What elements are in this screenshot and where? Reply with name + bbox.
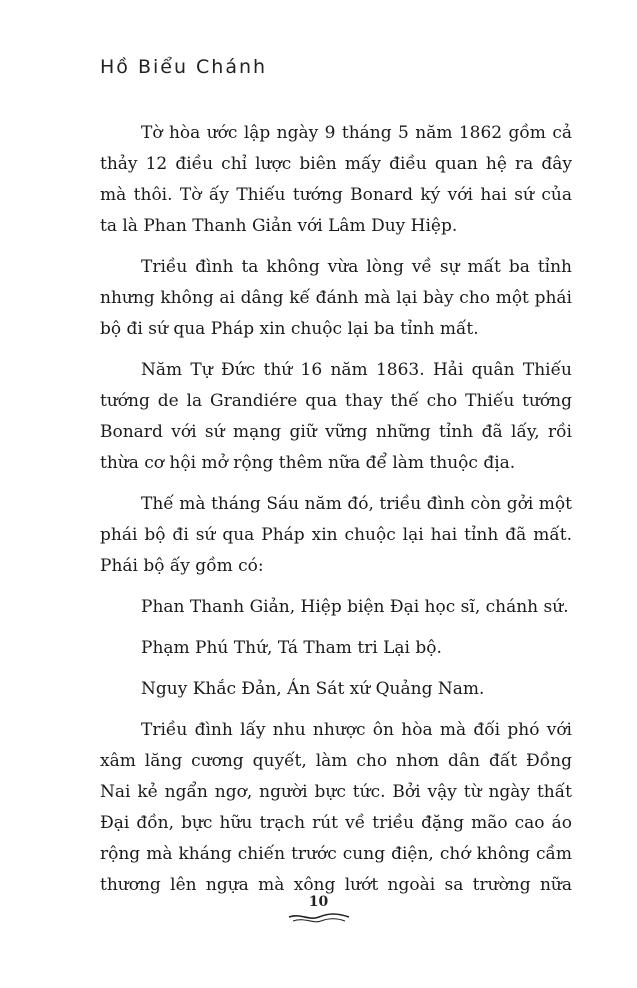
- paragraph-member-3: Nguy Khắc Đản, Án Sát xứ Quảng Nam.: [141, 679, 485, 699]
- paragraph-member-1: Phan Thanh Giản, Hiệp biện Đại học sĩ, chánh sứ.: [141, 597, 569, 617]
- page-number: 10: [308, 894, 329, 910]
- wave-flourish-icon: [287, 912, 351, 924]
- paragraph-1863: Năm Tự Đức thứ 16 năm 1863. Hải quân Thiếu tướng de la Grandiére qua thay thế cho Thiếu tướng Bonard với sứ mạng giữ vững những tỉnh đã lấy, rồi thừa cơ hội mở rộng thêm nữa để làm thuộc địa.: [100, 360, 572, 473]
- paragraph-conclusion: Triều đình lấy nhu nhược ôn hòa mà đối phó với xâm lăng cương quyết, làm cho nhơn dân đất Đồng Nai kẻ ngẩn ngơ, người bực tức. Bởi vậy từ ngày thất Đại đồn, bực hữu trạch rút về triều đặng mão cao áo rộng mà kháng chiến trước cung điện, chớ không cầm thương lên ngựa mà xông lướt ngoài sa trường nữa: [100, 720, 572, 895]
- paragraph-court-displeasure: Triều đình ta không vừa lòng về sự mất ba tỉnh nhưng không ai dâng kế đánh mà lại bày cho một phái bộ đi sứ qua Pháp xin chuộc lại ba tỉnh mất.: [100, 257, 572, 339]
- page-footer: [0, 894, 637, 924]
- running-header-author: Hồ Biểu Chánh: [100, 56, 268, 78]
- paragraph-treaty: Tờ hòa ước lập ngày 9 tháng 5 năm 1862 gồm cả thảy 12 điều chỉ lược biên mấy điều quan hệ ra đây mà thôi. Tờ ấy Thiếu tướng Bonard ký với hai sứ của ta là Phan Thanh Giản với Lâm Duy Hiệp.: [100, 123, 572, 236]
- paragraph-member-2: Phạm Phú Thứ, Tá Tham tri Lại bộ.: [141, 638, 442, 658]
- page-body: [100, 118, 572, 911]
- paragraph-embassy: Thế mà tháng Sáu năm đó, triều đình còn gởi một phái bộ đi sứ qua Pháp xin chuộc lại hai tỉnh đã mất. Phái bộ ấy gồm có:: [100, 494, 572, 576]
